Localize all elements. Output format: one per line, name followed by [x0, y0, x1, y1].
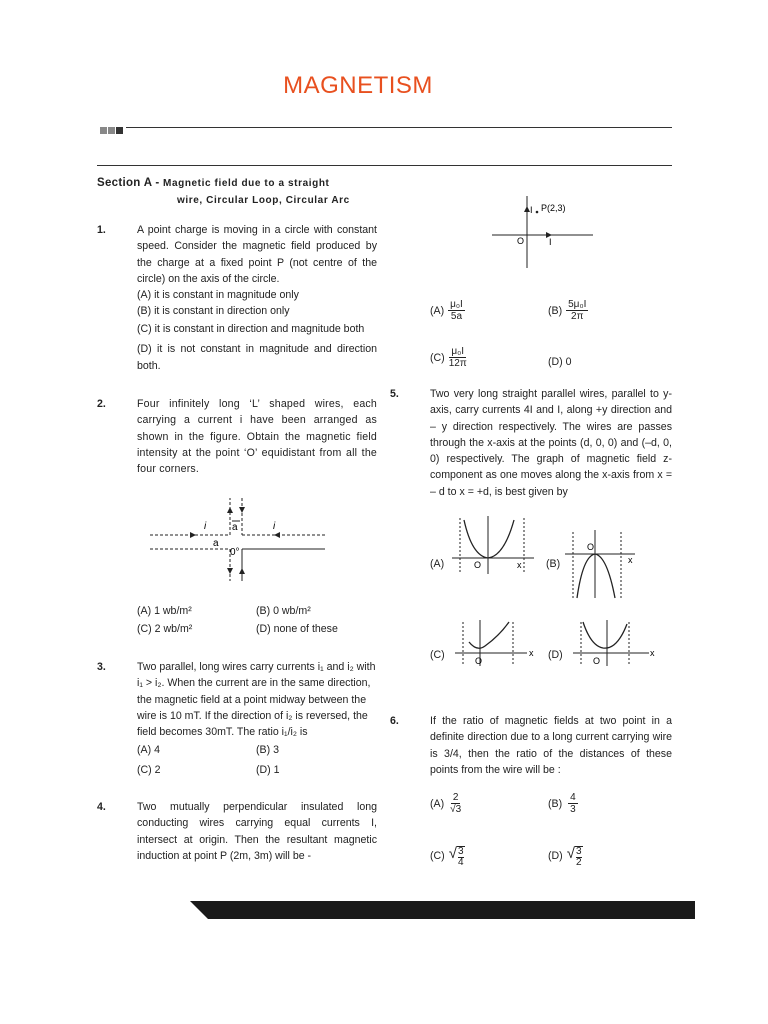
q4-option-c: (C) $\frac{\text{μ₀I}}{12\pi}$ — [430, 346, 467, 369]
q3-option-a: (A) 4 — [137, 744, 160, 756]
q1-option-d: (D) it is not constant in magnitude and direction both. — [137, 343, 377, 372]
q5-graph-b — [565, 530, 640, 600]
q6-option-c: (C) √ 3 4 — [430, 845, 464, 868]
fig-length-label-1: a — [232, 522, 238, 533]
crossed-wires-figure — [488, 192, 598, 272]
q5-option-b-label: (B) — [546, 558, 561, 570]
header-squares — [100, 121, 124, 139]
q3-option-b: (B) 3 — [256, 744, 279, 756]
q3-option-d: (D) 1 — [256, 764, 280, 776]
fig-current-label-1: i — [204, 521, 207, 532]
q5-graph-a — [452, 516, 537, 576]
fig-point-p: P(2,3) — [541, 203, 566, 213]
q2-option-a: (A) 1 wb/m² — [137, 605, 192, 617]
fig-current-vertical: I — [530, 205, 533, 215]
graph-b-origin: O — [587, 542, 595, 552]
q6-option-a: (A) $\frac{2}{√3}$ — [430, 792, 462, 815]
section-rule — [97, 165, 672, 166]
q2-option-b: (B) 0 wb/m² — [256, 605, 311, 617]
q3-option-c: (C) 2 — [137, 764, 161, 776]
page-title: MAGNETISM — [283, 72, 433, 99]
graph-c-origin: O — [475, 656, 483, 666]
q4-option-a: (A) $\frac{\text{μ₀I}}{5a}$ — [430, 299, 463, 322]
l-shaped-wires-figure — [150, 493, 330, 583]
section-heading: Section A - Magnetic field due to a straight wire, Circular Loop, Circular Arc — [97, 177, 350, 206]
q1-option-c: (C) it is constant in direction and magnitude both — [137, 323, 365, 335]
graph-a-x: x — [517, 560, 522, 570]
fig-length-label-2: a — [213, 538, 219, 549]
q5-option-a-label: (A) — [430, 558, 445, 570]
q1-option-a: (A) it is constant in magnitude only — [137, 289, 299, 301]
q2-option-d: (D) none of these — [256, 623, 338, 635]
graph-c-x: x — [529, 648, 534, 658]
q4-option-d: (D) 0 — [548, 356, 572, 368]
fig-current-horizontal: I — [549, 237, 552, 247]
q6-option-b: (B) $\frac{4}{3}$ — [548, 792, 576, 815]
q1-option-b: (B) it is constant in direction only — [137, 305, 290, 317]
q6-option-d: (D) √ 3 2 — [548, 845, 582, 868]
graph-d-x: x — [650, 648, 655, 658]
q4-option-b: (B) $\frac{\text{5μ₀I}}{2\pi}$ — [548, 299, 587, 322]
q2-option-c: (C) 2 wb/m² — [137, 623, 193, 635]
footer-bar — [190, 901, 695, 919]
q5-option-d-label: (D) — [548, 649, 563, 661]
fig-origin-label: 0° — [230, 547, 240, 558]
fig-current-label-2: i — [273, 521, 276, 532]
q5-graph-c — [455, 620, 540, 668]
q5-graph-d — [573, 620, 658, 668]
graph-d-origin: O — [593, 656, 601, 666]
fig-origin: O — [517, 236, 525, 246]
graph-a-origin: O — [474, 560, 482, 570]
graph-b-x: x — [628, 555, 633, 565]
header-rule — [126, 127, 672, 128]
q5-option-c-label: (C) — [430, 649, 445, 661]
